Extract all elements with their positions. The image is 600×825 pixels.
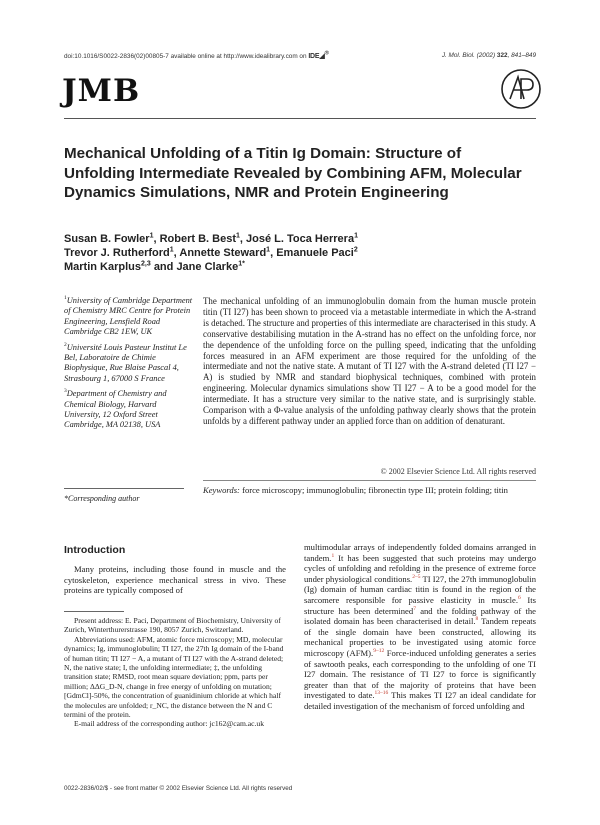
introduction-heading: Introduction xyxy=(64,544,126,556)
journal-year: (2002) xyxy=(476,52,496,59)
author-list xyxy=(64,232,536,275)
author-name: José L. Toca Herrera xyxy=(246,233,355,245)
author-name: Susan B. Fowler xyxy=(64,233,150,245)
author-and: and xyxy=(153,261,174,274)
intro-paragraph: Many proteins, including those found in muscle and the cytoskeleton, experience mechanical stress in vivo. These proteins are typically composed of xyxy=(64,564,286,596)
author-name: Martin Karplus xyxy=(64,261,142,274)
author-name: Trevor J. Rutherford xyxy=(64,247,170,260)
header-rule xyxy=(64,118,536,119)
doi-text: doi:10.1016/S0022-2836(02)00805-7 available online at http://www.idealibrary.com on xyxy=(64,53,307,60)
intro-text-segment: It has been suggested that such proteins may undergo cycles of unfolding and refolding in the presence of extreme force under physiological conditions. xyxy=(304,552,536,584)
author-line-1: Susan B. Fowler$^1$, Robert B. Best$^1$, José L. Toca Herrera$^1$ xyxy=(64,232,358,245)
author-line-2: Trevor J. Rutherford$^1$, Annette Steward$^1$, Emanuele Paci$^2$ xyxy=(64,246,358,260)
author-name: Robert B. Best xyxy=(159,233,237,245)
keywords-rule xyxy=(203,480,536,481)
bottom-front-matter: 0022-2836/02/$ - see front matter © 2002 Elsevier Science Ltd. All rights reserved xyxy=(64,785,293,792)
reference-superscript[interactable]: 8 xyxy=(475,616,479,623)
reference-superscript[interactable]: 1 xyxy=(331,552,335,559)
intro-text-segment: TI I27, the 27th immunoglobulin (Ig) domain of human cardiac titin is found in the region of the sarcomere responsible for passive elasticity in muscle. xyxy=(304,573,537,605)
intro-text-segment: multimodular arrays of independently folded domains arranged in tandem. xyxy=(304,542,536,563)
keywords-text: force microscopy; immunoglobulin; fibronectin type III; protein folding; titin xyxy=(242,485,508,495)
footnote-rule xyxy=(64,611,124,612)
intro-text-segment: This makes TI I27 an ideal candidate for detailed investigation of the mechanism of forced unfolding and xyxy=(304,690,537,711)
affiliation-3: $^3$Department of Chemistry and Chemical Biology, Harvard University, 12 Oxford Street Cambridge, MA 02138, USA xyxy=(64,388,167,430)
journal-logo: JMB xyxy=(62,73,141,109)
journal-name: J. Mol. Biol. xyxy=(441,52,475,59)
journal-pages: , 841–849 xyxy=(507,52,536,59)
journal-volume: 322 xyxy=(496,52,508,59)
abstract: The mechanical unfolding of an immunoglobulin domain from the human muscle protein titin (TI I27) has been shown to proceed via a metastable intermediate in which the A-strand is detached. The structure and properties of this intermediate are characterised in this study. A conservative destabilising mutation in the A-strand has no effect on the unfolding force, nor the dependence of the unfolding force on the pulling speed, indicating that the unfolding forces measured in an AFM experiment are those required for the unfolding of the intermediate and not the native state. A mutant of TI I27 with the A-strand deleted (TI I27 − A) is studied by NMR and standard biophysical techniques, combined with protein engineering. Molecular dynamics simulations show TI I27 − A to be a good model for the intermediate. It has a structure very similar to the native state, and is surprisingly stable. Comparison with a Φ-value analysis of the unfolding pathway clearly shows that the protein unfolds by a different pathway under an applied force than on addition of denaturant. xyxy=(203,296,536,426)
footnote-email: E-mail address of the corresponding author: jc162@cam.ac.uk xyxy=(74,719,265,729)
intro-column-1 xyxy=(64,564,286,596)
corresponding-rule xyxy=(64,488,184,489)
ideal-logo-icon: IDE◢® xyxy=(308,50,329,60)
reference-superscript[interactable]: 13–16 xyxy=(374,690,389,697)
journal-citation xyxy=(442,52,536,59)
article-title: Mechanical Unfolding of a Titin Ig Domain: Structure of Unfolding Intermediate Revealed by Combining AFM, Molecular Dynamics Simulations, NMR and Protein Engineering xyxy=(64,145,522,201)
footnote-present-address: Present address: E. Paci, Department of Biochemistry, University of Zurich, Winterthurerstrasse 190, 8057 Zurich, Switzerland. xyxy=(64,616,281,635)
copyright: © 2002 Elsevier Science Ltd. All rights reserved xyxy=(380,467,536,476)
author-line-3: Martin Karplus$^{2,3}$ and Jane Clarke$^{1*}$ xyxy=(64,260,245,274)
affiliation-1: $^1$University of Cambridge Department of Chemistry MRC Centre for Protein Engineering, Lensfield Road Cambridge CB2 1EW, UK xyxy=(64,295,193,337)
intro-text-segment: and the folding pathway of the isolated domain has been characterised in detail. xyxy=(304,605,536,627)
footnotes xyxy=(64,616,286,729)
keywords xyxy=(203,485,536,496)
reference-superscript[interactable]: 9–12 xyxy=(373,648,385,655)
affiliation-2: $^2$Université Louis Pasteur Institut Le Bel, Laboratoire de Chimie Biophysique, Rue Blaise Pascal 4, Strasbourg 1, 67000 S France xyxy=(64,341,187,383)
affiliations xyxy=(64,296,194,436)
keywords-label: Keywords: xyxy=(203,485,240,495)
author-name: Jane Clarke xyxy=(176,261,239,274)
corresponding-author-note: *Corresponding author xyxy=(64,494,140,503)
intro-column-2 xyxy=(304,542,536,712)
reference-superscript[interactable]: 7 xyxy=(413,605,416,612)
intro-text-segment: Tandem repeats of the single domain have been constructed, allowing its mechanical properties to be investigated using atomic force microscopy (AFM). xyxy=(304,616,537,658)
author-name: Annette Steward xyxy=(179,247,267,260)
publisher-logo-icon xyxy=(500,68,542,110)
author-name: Emanuele Paci xyxy=(276,247,354,260)
footnote-abbreviations: Abbreviations used: AFM, atomic force microscopy; MD, molecular dynamics; Ig, immunoglobulin; TI I27, the 27th Ig domain of the I-band of human titin; TI I27 − A, a mutant of TI I27 with the A-strand deleted; N, the native state; I, the unfolding intermediate; ‡, the unfolding transition state; RMSD, root mean square deviation; ppm, parts per million; ΔΔG_D-N, change in free energy of unfolding on mutation; [GdmCl]-50%, the concentration of guanidinium chloride at which half the molecules are unfolded; r_NC, the distance between the N and C termini of the protein. xyxy=(64,634,284,720)
doi-line xyxy=(64,52,329,60)
intro-text-segment: Force-induced unfolding generates a series of sawtooth peaks, each corresponding to the unfolding of one TI I27 domain. The resistance of TI I27 to force is significantly greater than that of the majority of proteins that have been investigated to date. xyxy=(304,647,536,701)
reference-superscript[interactable]: 6 xyxy=(517,595,521,602)
reference-superscript[interactable]: 2–5 xyxy=(412,573,421,580)
intro-text-segment: Its structure has been determined xyxy=(304,594,536,616)
